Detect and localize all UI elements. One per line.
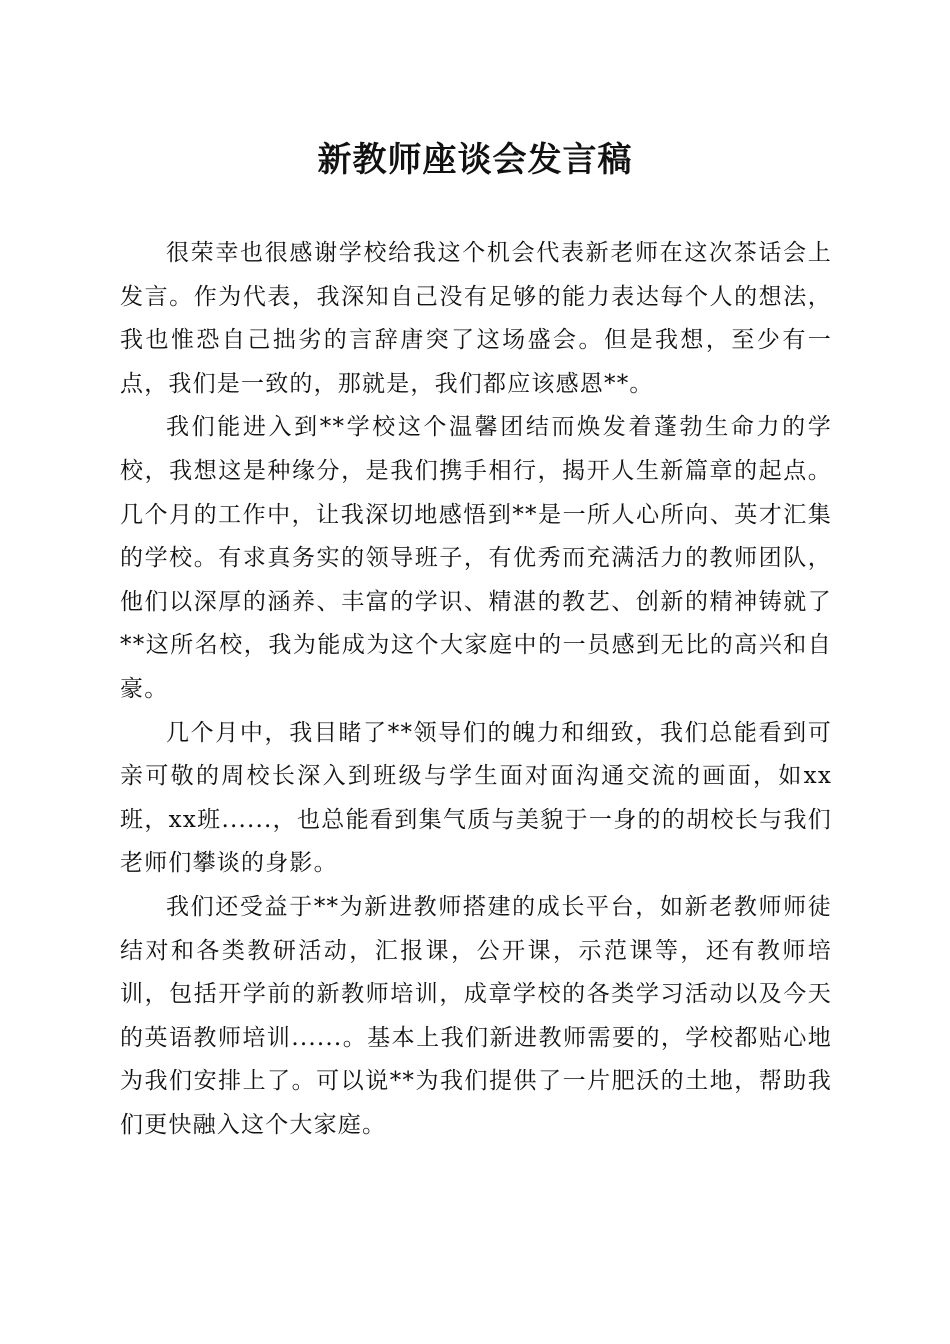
paragraph-1: 很荣幸也很感谢学校给我这个机会代表新老师在这次茶话会上发言。作为代表，我深知自己没有足够的能力表达每个人的想法，我也惟恐自己拙劣的言辞唐突了这场盛会。但是我想，至少有一点，我们是一致的，那就是，我们都应该感恩**。 <box>120 240 832 397</box>
document-body <box>120 232 832 1147</box>
paragraph-3: 几个月中，我目睹了**领导们的魄力和细致，我们总能看到可亲可敬的周校长深入到班级与学生面对面沟通交流的画面，如xx班，xx班......，也总能看到集气质与美貌于一身的的胡校长与我们老师们攀谈的身影。 <box>120 719 832 877</box>
paragraph-4: 我们还受益于**为新进教师搭建的成长平台，如新老教师师徒结对和各类教研活动，汇报课，公开课，示范课等，还有教师培训，包括开学前的新教师培训，成章学校的各类学习活动以及今天的英语教师培训......。基本上我们新进教师需要的，学校都贴心地为我们安排上了。可以说**为我们提供了一片肥沃的土地，帮助我们更快融入这个大家庭。 <box>120 893 832 1138</box>
document-title: 新教师座谈会发言稿 <box>317 140 633 180</box>
paragraph-2: 我们能进入到**学校这个温馨团结而焕发着蓬勃生命力的学校，我想这是种缘分，是我们携手相行，揭开人生新篇章的起点。几个月的工作中，让我深切地感悟到**是一所人心所向、英才汇集的学校。有求真务实的领导班子，有优秀而充满活力的教师团队，他们以深厚的涵养、丰富的学识、精湛的教艺、创新的精神铸就了**这所名校，我为能成为这个大家庭中的一员感到无比的高兴和自豪。 <box>120 414 832 702</box>
